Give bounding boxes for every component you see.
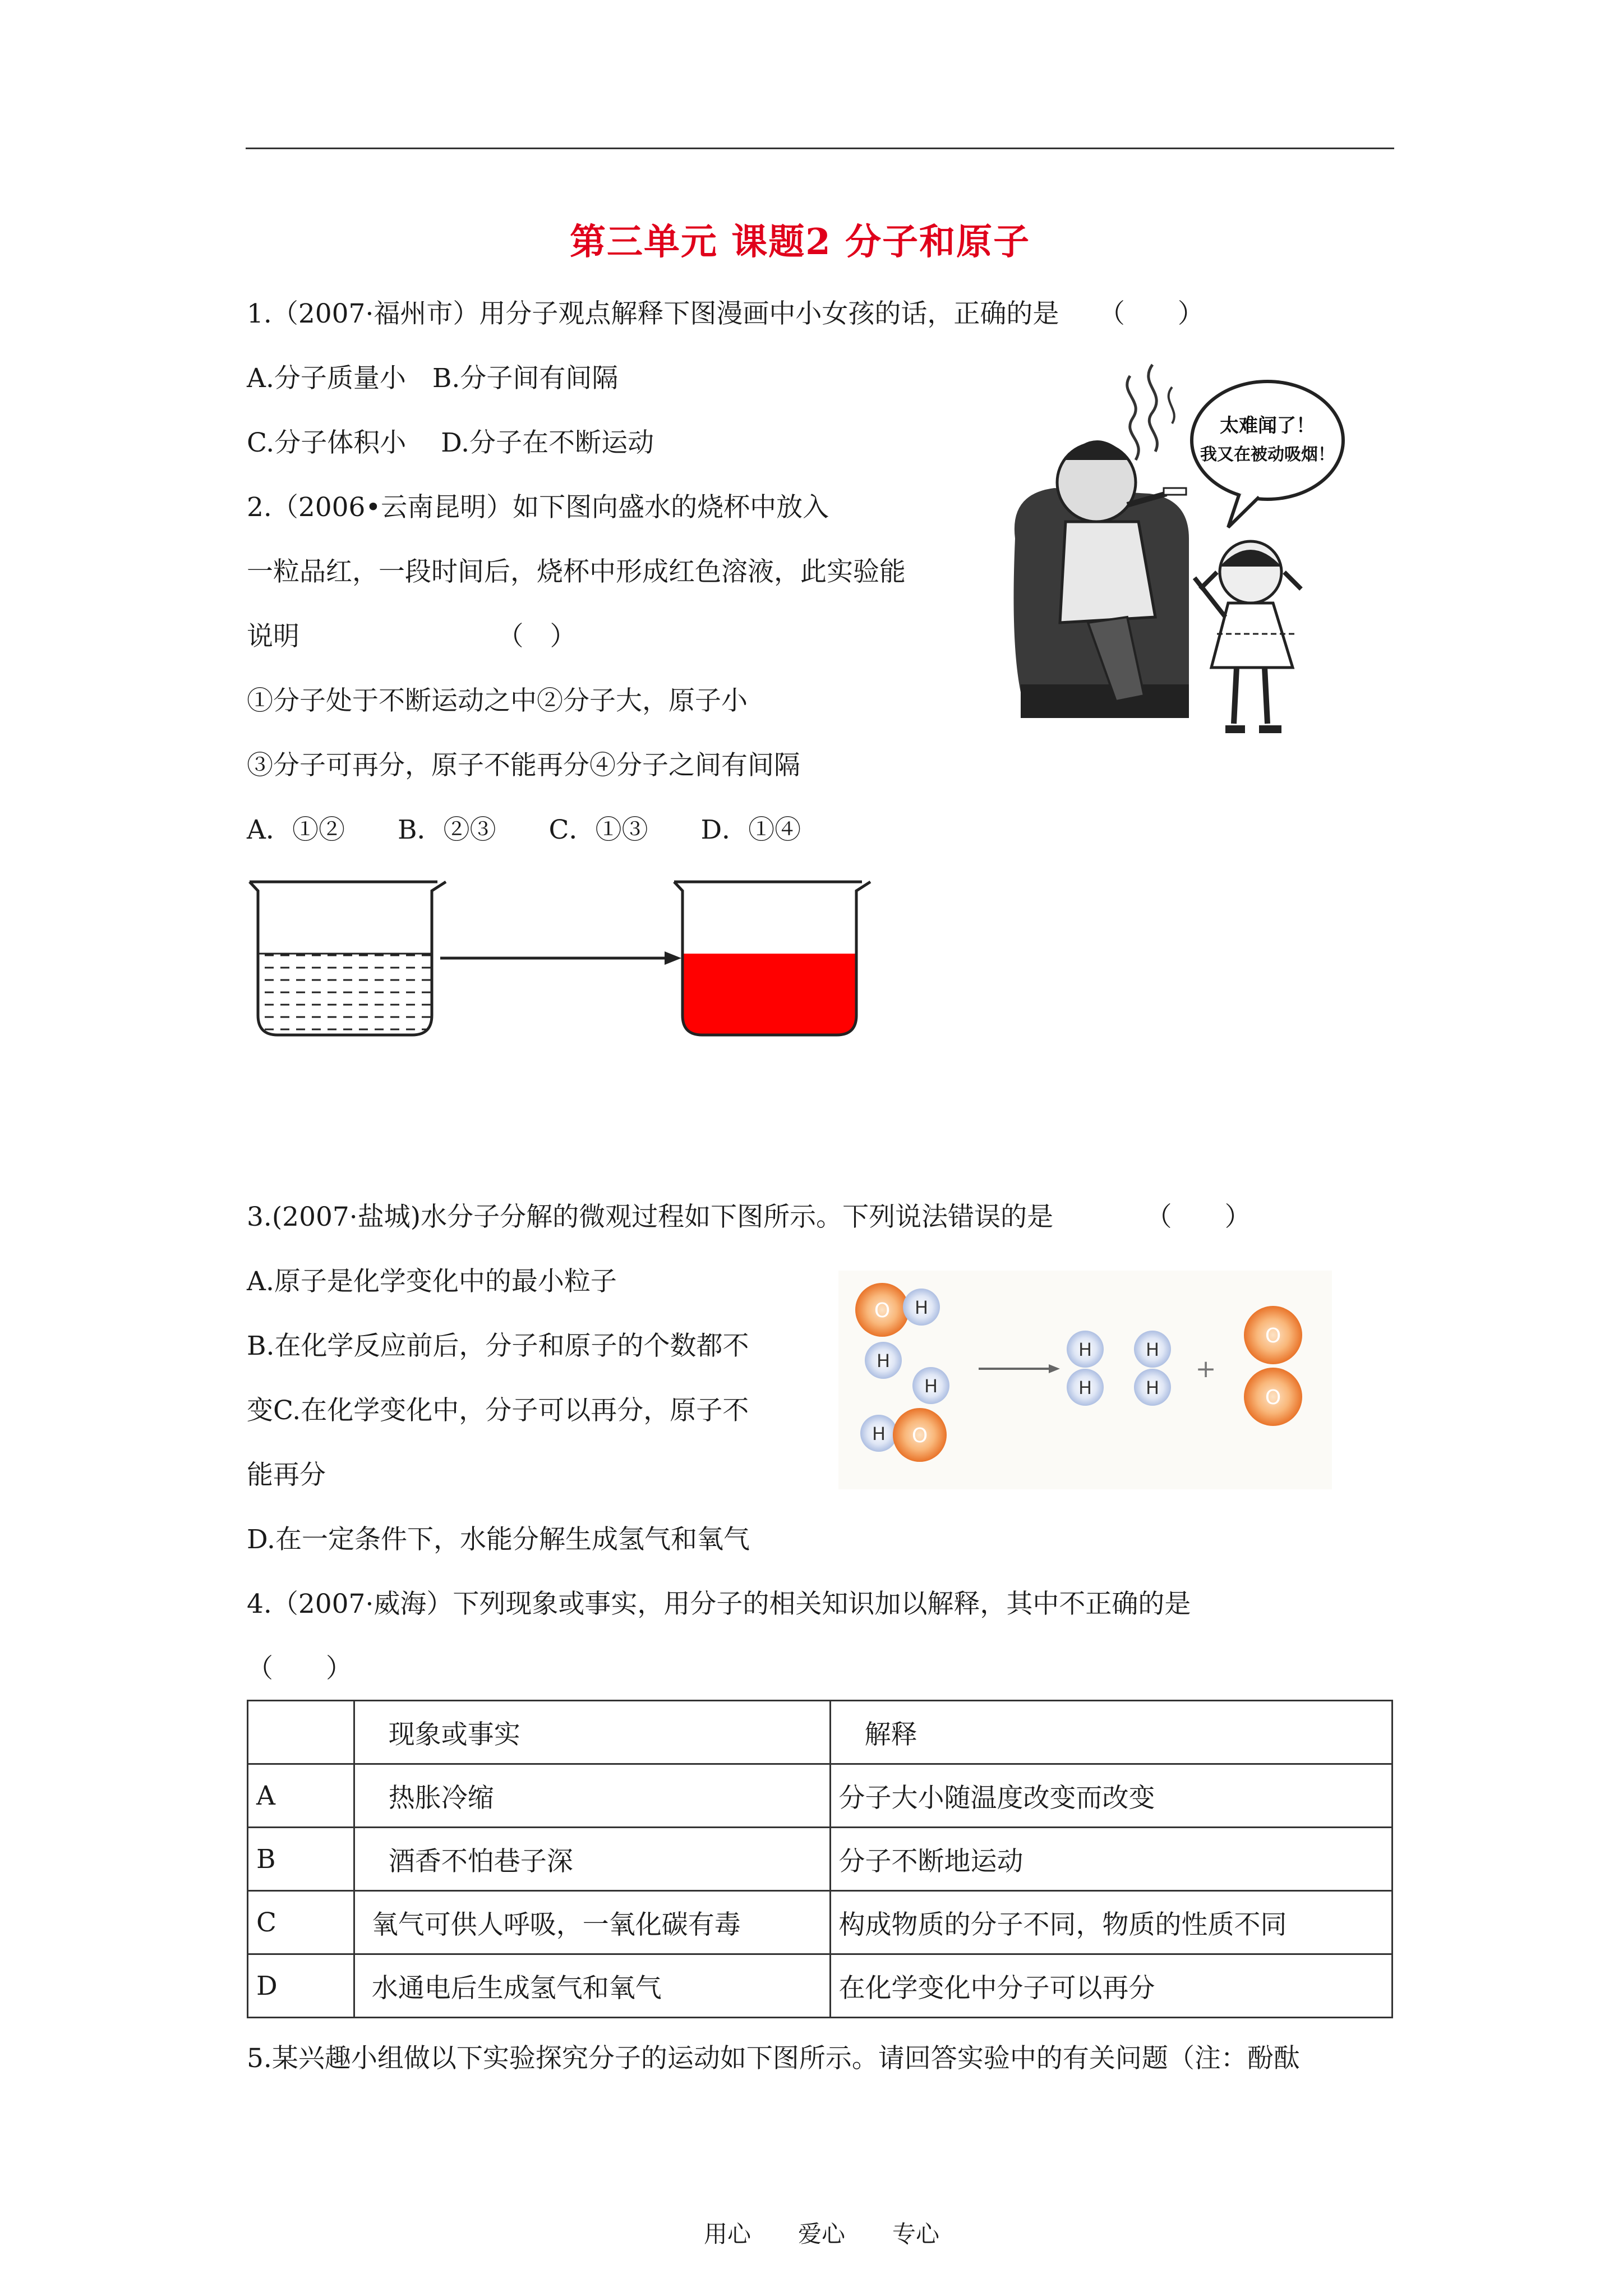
q3-option-c-line2: 能再分 — [247, 1460, 326, 1490]
atom-h-label: H — [1145, 1377, 1160, 1398]
beaker-water — [250, 882, 446, 1035]
q4-table — [247, 1700, 1393, 2018]
page-title: 第三单元 课题2 分子和原子 — [570, 221, 1031, 263]
q3-option-d: D.在一定条件下，水能分解生成氢气和氧气 — [247, 1524, 750, 1555]
table-cell: 氧气可供人呼吸，一氧化碳有毒 — [354, 1891, 830, 1954]
table-header-cell: 解释 — [830, 1701, 1392, 1764]
q1-stem: 1.（2007·福州市）用分子观点解释下图漫画中小女孩的话，正确的是 （ ） — [247, 298, 1204, 329]
table-cell: 分子不断地运动 — [830, 1828, 1392, 1891]
table-row — [248, 1954, 1393, 2018]
atom-h-label: H — [1145, 1339, 1160, 1360]
table-header-cell — [248, 1701, 354, 1764]
table-header-row — [248, 1701, 1393, 1764]
table-cell: B — [248, 1828, 354, 1891]
q2-stem-line1: 2.（2006•云南昆明）如下图向盛水的烧杯中放入 — [247, 492, 829, 523]
q4-stem-line1: 4.（2007·威海）下列现象或事实，用分子的相关知识加以解释，其中不正确的是 — [247, 1589, 1191, 1619]
plus-sign: + — [1195, 1355, 1216, 1383]
atom-o-label: O — [1265, 1324, 1281, 1347]
q2-items-12: ①分子处于不断运动之中②分子大，原子小 — [247, 685, 748, 716]
q3-stem: 3.(2007·盐城)水分子分解的微观过程如下图所示。下列说法错误的是 （ ） — [247, 1202, 1251, 1232]
table-row — [248, 1891, 1393, 1954]
q2-options: A．①② B．②③ C．①③ D．①④ — [247, 815, 801, 845]
q2-stem-line2: 一粒品红，一段时间后，烧杯中形成红色溶液，此实验能 — [247, 556, 906, 587]
table-cell: 热胀冷缩 — [354, 1764, 830, 1828]
table-cell: A — [248, 1764, 354, 1828]
atom-h-label: H — [876, 1350, 891, 1372]
atom-o-label: O — [874, 1299, 891, 1322]
q2-stem-line3: 说明 （ ） — [247, 621, 577, 652]
atom-h-label: H — [1078, 1339, 1092, 1360]
table-cell: C — [248, 1891, 354, 1954]
arrow-icon — [440, 951, 681, 965]
table-cell: 水通电后生成氢气和氧气 — [354, 1954, 830, 2018]
header-rule — [246, 148, 1394, 149]
table-row — [248, 1764, 1393, 1828]
q3-option-b-line2: 变C.在化学变化中，分子可以再分，原子不 — [247, 1395, 749, 1426]
atom-h-label: H — [1078, 1377, 1092, 1398]
atom-o-label: O — [911, 1424, 928, 1447]
table-header-cell: 现象或事实 — [354, 1701, 830, 1764]
q4-stem-line2: （ ） — [247, 1653, 352, 1684]
q3-option-a: A.原子是化学变化中的最小粒子 — [247, 1266, 617, 1297]
beaker-experiment-diagram — [247, 875, 903, 1043]
q1-options-cd: C.分子体积小 D.分子在不断运动 — [247, 427, 654, 458]
table-cell: D — [248, 1954, 354, 2018]
table-cell: 在化学变化中分子可以再分 — [830, 1954, 1392, 2018]
table-cell: 酒香不怕巷子深 — [354, 1828, 830, 1891]
bubble-text-line2: 我又在被动吸烟！ — [1200, 445, 1335, 464]
beaker-red-solution — [674, 882, 870, 1035]
bubble-text-line1: 太难闻了！ — [1220, 415, 1315, 437]
table-cell: 分子大小随温度改变而改变 — [830, 1764, 1392, 1828]
atom-h-label: H — [872, 1423, 886, 1444]
page-footer: 用心 爱心 专心 — [704, 2220, 940, 2248]
q2-items-34: ③分子可再分，原子不能再分④分子之间有间隔 — [247, 750, 800, 781]
q1-options-ab: A.分子质量小 B.分子间有间隔 — [247, 363, 619, 394]
atom-h-label: H — [924, 1375, 938, 1397]
table-cell: 构成物质的分子不同，物质的性质不同 — [830, 1891, 1392, 1954]
table-row — [248, 1828, 1393, 1891]
smoking-cartoon-illustration — [1004, 353, 1352, 757]
water-decomposition-diagram — [838, 1271, 1332, 1489]
atom-h-label: H — [914, 1297, 929, 1318]
atom-o-label: O — [1265, 1386, 1281, 1409]
q5-stem: 5.某兴趣小组做以下实验探究分子的运动如下图所示。请回答实验中的有关问题（注：酚酞 — [247, 2043, 1300, 2074]
q3-option-b-line1: B.在化学反应前后，分子和原子的个数都不 — [247, 1331, 749, 1361]
